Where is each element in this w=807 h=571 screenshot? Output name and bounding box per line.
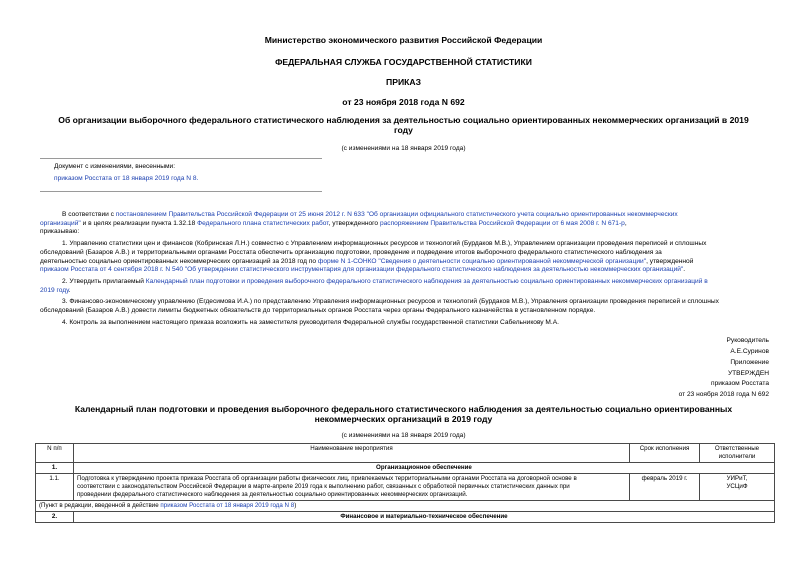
row-note <box>36 501 775 512</box>
appendix-approved: УТВЕРЖДЕН <box>727 370 769 377</box>
row-executor: УСЦиФ <box>726 483 748 490</box>
text-line <box>40 298 768 307</box>
preamble-paragraph <box>40 211 768 237</box>
doc-date-number: от 23 ноября 2018 года N 692 <box>342 97 465 107</box>
text-run: , утвержденного <box>328 219 380 227</box>
text-line <box>40 278 768 287</box>
document-link[interactable]: приказом Росстата от 4 сентября 2018 г. N 540 "Об утверждении статистического инструментария для организации федерального статистического наблюдения за деятельностью некоммерческих организаций" <box>40 266 684 274</box>
document-link[interactable]: Федерального плана статистических работ <box>197 219 329 227</box>
table-row-section1 <box>36 463 775 474</box>
row-activity-line: Подготовка к утверждению проекта приказа Росстата об организации работы физических лиц, привлекаемых территориальными органами Росстата на договорной основе в <box>76 475 577 482</box>
row-activity-line: соответствии с законодательством Российской Федерации в марте-апреле 2019 года к выполнению работ, связанных с обработкой первичных статистических данных при <box>76 483 570 490</box>
appendix-date: от 23 ноября 2018 года N 692 <box>678 391 769 398</box>
text-run: обследований (Базаров А.В.) довести лимиты бюджетных обязательств до территориальных органов Росстата через органы Федерального казначейства в установленном порядке. <box>40 307 596 315</box>
text-run: . <box>683 266 686 274</box>
text-run: , утвержденной <box>646 257 694 265</box>
appendix-label: Приложение <box>730 359 769 366</box>
text-line <box>40 266 768 275</box>
section1-num: 1. <box>36 463 74 474</box>
ministry-name: Министерство экономического развития Российской Федерации <box>264 35 543 45</box>
section1-title: Организационное обеспечение <box>73 463 774 474</box>
row-executors <box>700 474 775 501</box>
header-activity: Наименование мероприятия <box>73 444 629 463</box>
calendar-plan-table <box>35 443 775 523</box>
table-row <box>36 474 775 501</box>
plan-title-line2: некоммерческих организаций в 2019 году <box>314 414 493 424</box>
text-run: приказываю: <box>40 228 80 236</box>
text-line <box>40 249 768 258</box>
row-note-prefix: (Пункт в редакции, введенной в действие <box>39 502 161 509</box>
document-link[interactable]: организаций" <box>40 219 81 227</box>
text-run: 2. Утвердить прилагаемый <box>62 277 146 285</box>
order-item-3 <box>40 298 768 315</box>
header-deadline: Срок исполнения <box>630 444 700 463</box>
amendment-note: (с изменениями на 18 января 2019 года) <box>341 145 466 152</box>
table-row-section2 <box>36 512 775 523</box>
service-name: ФЕДЕРАЛЬНАЯ СЛУЖБА ГОСУДАРСТВЕННОЙ СТАТИСТИКИ <box>275 57 532 67</box>
changes-box-link[interactable]: приказом Росстата от 18 января 2019 года N 8. <box>54 175 199 182</box>
header-num: N п/п <box>36 444 74 463</box>
document-link[interactable]: Календарный план подготовки и проведения выборочного федерального статистического наблюдения за деятельностью социально ориентированных некоммерческих организаций в <box>145 277 708 285</box>
text-run: В соответствии с <box>62 211 116 218</box>
section2-title: Финансовое и материально-техническое обеспечение <box>73 512 774 523</box>
row-note-suffix: ) <box>294 502 297 509</box>
appendix-by: приказом Росстата <box>711 380 769 387</box>
text-line <box>40 211 768 220</box>
changes-box-bottom-rule <box>40 191 322 192</box>
signature-position: Руководитель <box>726 337 769 344</box>
text-line <box>40 287 768 296</box>
text-line <box>40 220 768 229</box>
order-item-2 <box>40 278 768 295</box>
row-num: 1.1. <box>36 474 74 501</box>
document-link[interactable]: форме N 1-СОНКО "Сведения о деятельности социально ориентированной некоммерческой организации" <box>317 257 647 265</box>
order-item-1 <box>40 240 768 275</box>
text-run: деятельностью социально ориентированных некоммерческих организаций за 2018 год по <box>40 257 318 265</box>
order-item-4 <box>40 319 768 328</box>
order-body <box>40 211 768 330</box>
plan-amendment-note: (с изменениями на 18 января 2019 года) <box>341 432 466 439</box>
signature-name: А.Е.Суринов <box>730 348 769 355</box>
text-run: , <box>624 219 627 227</box>
changes-box-caption: Документ с изменениями, внесенными: <box>54 163 176 170</box>
row-activity-line: проведении федерального статистического наблюдения за деятельностью социально ориентированных некоммерческих организаций. <box>76 491 468 498</box>
table-header-row <box>36 444 775 463</box>
doc-title-line1: Об организации выборочного федерального статистического наблюдения за деятельностью социально ориентированных некоммерческих организаций в 2019 <box>58 115 749 125</box>
text-run: 3. Финансово-экономическому управлению (Егдесимова И.А.) по представлению Управления информационных ресурсов и технологий (Бурдаков М.В.), Управления организации проведения переписей и сплошных <box>62 298 719 306</box>
doc-title-line2: году <box>394 125 413 135</box>
document-link[interactable]: распоряжением Правительства Российской Федерации от 6 мая 2008 г. N 671-р <box>379 219 625 227</box>
plan-title-line1: Календарный план подготовки и проведения выборочного федерального статистического наблюдения за деятельностью социально ориентированных <box>74 404 733 414</box>
row-activity <box>73 474 629 501</box>
text-line <box>40 258 768 267</box>
text-run: и в целях реализации пункта 1.32.18 <box>80 219 198 227</box>
text-run: обследований (Базаров А.В.) и территориальными органами Росстата обеспечить организацию подготовки, проведение и подведение итогов выборочного федерального статистического наблюдения за <box>40 248 662 256</box>
document-link[interactable]: постановлением Правительства Российской Федерации от 25 июня 2012 г. N 633 "Об организации официального статистического учета социально ориентированных некоммерческих <box>115 211 678 218</box>
text-run: 4. Контроль за выполнением настоящего приказа возложить на заместителя руководителя Федеральной службы государственной статистики Сабельникову М.А. <box>62 318 559 326</box>
text-run: . <box>68 286 71 294</box>
header-executors: Ответственные исполнители <box>700 444 775 463</box>
text-run: 1. Управлению статистики цен и финансов (Кобринская Л.Н.) совместно с Управлением информационных ресурсов и технологий (Бурдаков М.В.), Управлением организации проведения переписей и сплошных <box>62 240 707 248</box>
changes-box-top-rule <box>40 158 322 159</box>
row-deadline: февраль 2019 г. <box>630 474 700 501</box>
text-line <box>40 228 768 237</box>
text-line <box>40 240 768 249</box>
doc-type: ПРИКАЗ <box>386 77 421 87</box>
section2-num: 2. <box>36 512 74 523</box>
row-executor: УИРиТ, <box>726 475 748 482</box>
text-line <box>40 307 768 316</box>
text-line <box>40 319 768 328</box>
row-note-link[interactable]: приказом Росстата от 18 января 2019 года N 8 <box>160 502 295 509</box>
document-link[interactable]: 2019 году <box>40 286 69 294</box>
table-row-note <box>36 501 775 512</box>
